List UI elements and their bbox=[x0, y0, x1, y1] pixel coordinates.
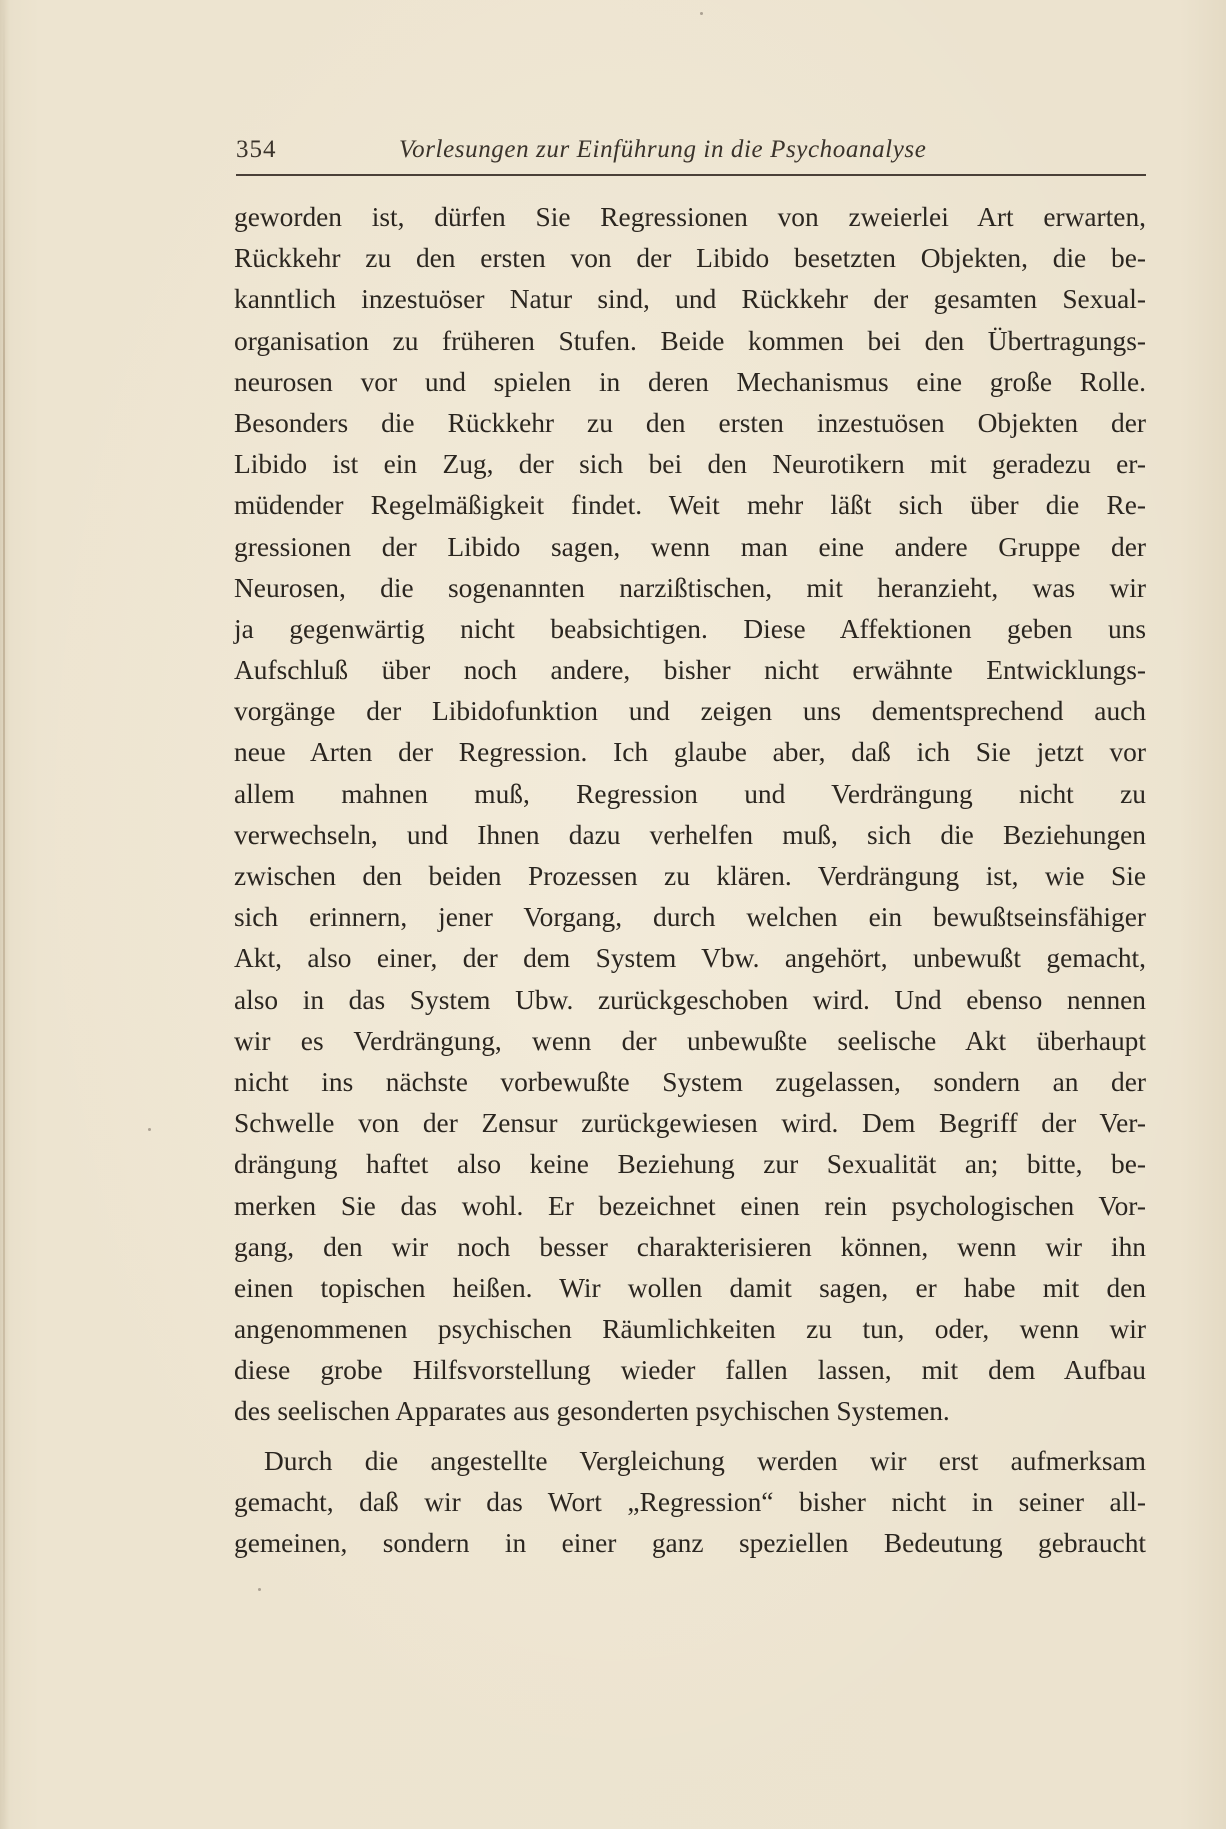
text-line: geworden ist, dürfen Sie Regressionen von zweierlei Art erwarten, bbox=[234, 202, 1146, 232]
running-head bbox=[236, 136, 1141, 176]
running-title: Vorlesungen zur Einführung in die Psychoanalyse bbox=[399, 136, 927, 163]
page-gutter-edge bbox=[3, 0, 5, 1829]
paragraph-1 bbox=[234, 197, 1146, 1433]
text-line: verwechseln, und Ihnen dazu verhelfen muß, sich die Beziehungen bbox=[234, 819, 1146, 850]
text-line: müdender Regelmäßigkeit findet. Weit mehr läßt sich über die Re- bbox=[234, 490, 1146, 521]
text-line: neue Arten der Regression. Ich glaube aber, daß ich Sie jetzt vor bbox=[234, 737, 1146, 768]
page-number: 354 bbox=[236, 136, 277, 163]
text-line: des seelischen Apparates aus gesonderten psychischen Systemen. bbox=[234, 1396, 950, 1427]
text-line: zwischen den beiden Prozessen zu klären. Verdrängung ist, wie Sie bbox=[234, 861, 1146, 891]
text-line: Akt, also einer, der dem System Vbw. angehört, unbewußt gemacht, bbox=[234, 943, 1146, 974]
text-line: wir es Verdrängung, wenn der unbewußte seelische Akt überhaupt bbox=[234, 1025, 1146, 1056]
text-line: gemeinen, sondern in einer ganz speziellen Bedeutung gebraucht bbox=[234, 1528, 1146, 1558]
header-rule bbox=[236, 174, 1146, 176]
text-line: Neurosen, die sogenannten narzißtischen, mit heranzieht, was wir bbox=[234, 572, 1146, 603]
text-line: angenommenen psychischen Räumlichkeiten zu tun, oder, wenn wir bbox=[234, 1314, 1146, 1345]
text-line: Rückkehr zu den ersten von der Libido besetzten Objekten, die be- bbox=[234, 243, 1146, 274]
body-text bbox=[234, 197, 1146, 1564]
paper-speck bbox=[258, 1588, 261, 1591]
text-line: organisation zu früheren Stufen. Beide kommen bei den Übertragungs- bbox=[234, 325, 1146, 356]
text-line: neurosen vor und spielen in deren Mechanismus eine große Rolle. bbox=[234, 366, 1146, 397]
text-line: vorgänge der Libidofunktion und zeigen uns dementsprechend auch bbox=[234, 696, 1146, 727]
text-line: kanntlich inzestuöser Natur sind, und Rückkehr der gesamten Sexual- bbox=[234, 284, 1146, 315]
paper-speck bbox=[148, 1128, 151, 1131]
text-line: drängung haftet also keine Beziehung zur Sexualität an; bitte, be- bbox=[234, 1149, 1146, 1180]
text-line: gang, den wir noch besser charakterisieren können, wenn wir ihn bbox=[234, 1231, 1146, 1262]
text-line: merken Sie das wohl. Er bezeichnet einen rein psychologischen Vor- bbox=[234, 1190, 1146, 1221]
paper-speck bbox=[700, 12, 703, 15]
text-line: Schwelle von der Zensur zurückgewiesen wird. Dem Begriff der Ver- bbox=[234, 1108, 1146, 1139]
text-line: einen topischen heißen. Wir wollen damit sagen, er habe mit den bbox=[234, 1272, 1146, 1303]
text-line: sich erinnern, jener Vorgang, durch welchen ein bewußtseinsfähiger bbox=[234, 902, 1146, 933]
text-line: also in das System Ubw. zurückgeschoben wird. Und ebenso nennen bbox=[234, 984, 1146, 1015]
paragraph-2 bbox=[234, 1441, 1146, 1565]
text-line: Durch die angestellte Vergleichung werden wir erst aufmerksam bbox=[264, 1445, 1146, 1476]
text-line: allem mahnen muß, Regression und Verdrängung nicht zu bbox=[234, 778, 1146, 809]
text-line: nicht ins nächste vorbewußte System zugelassen, sondern an der bbox=[234, 1066, 1146, 1097]
text-line: Aufschluß über noch andere, bisher nicht erwähnte Entwicklungs- bbox=[234, 655, 1146, 686]
text-line: Libido ist ein Zug, der sich bei den Neurotikern mit geradezu er- bbox=[234, 449, 1146, 480]
text-line: diese grobe Hilfsvorstellung wieder fallen lassen, mit dem Aufbau bbox=[234, 1355, 1146, 1386]
text-line: gressionen der Libido sagen, wenn man eine andere Gruppe der bbox=[234, 531, 1146, 562]
text-line: Besonders die Rückkehr zu den ersten inzestuösen Objekten der bbox=[234, 407, 1146, 438]
text-line: gemacht, daß wir das Wort „Regression“ bisher nicht in seiner all- bbox=[234, 1486, 1146, 1517]
text-line: ja gegenwärtig nicht beabsichtigen. Diese Affektionen geben uns bbox=[234, 613, 1146, 644]
